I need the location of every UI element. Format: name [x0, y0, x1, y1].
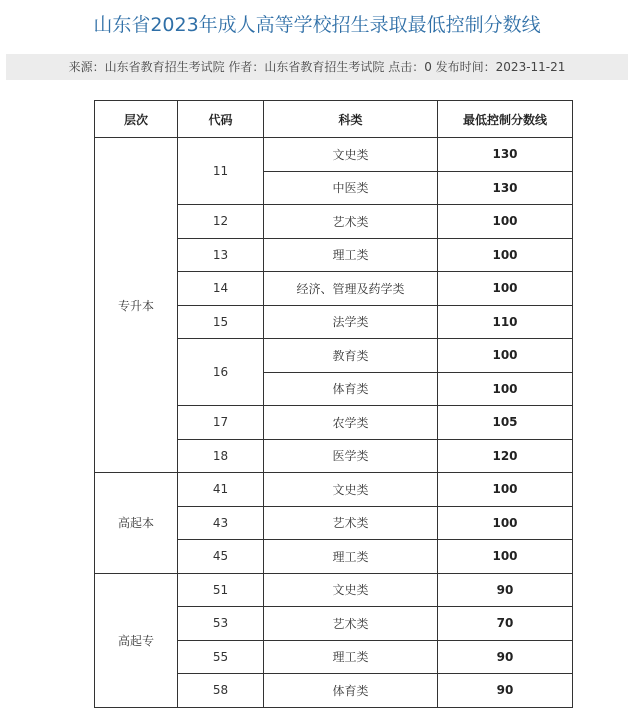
score-cell: 90 — [438, 674, 573, 708]
code-cell: 51 — [178, 573, 264, 607]
level-cell: 高起本 — [95, 473, 178, 574]
code-cell: 12 — [178, 205, 264, 239]
code-cell: 41 — [178, 473, 264, 507]
header-code: 代码 — [178, 101, 264, 138]
code-cell: 11 — [178, 138, 264, 205]
subject-cell: 体育类 — [264, 674, 438, 708]
score-cell: 100 — [438, 372, 573, 406]
subject-cell: 经济、管理及药学类 — [264, 272, 438, 306]
subject-cell: 体育类 — [264, 372, 438, 406]
score-cell: 70 — [438, 607, 573, 641]
code-cell: 53 — [178, 607, 264, 641]
subject-cell: 艺术类 — [264, 607, 438, 641]
subject-cell: 医学类 — [264, 439, 438, 473]
code-cell: 14 — [178, 272, 264, 306]
score-cell: 100 — [438, 473, 573, 507]
score-cell: 100 — [438, 272, 573, 306]
code-cell: 16 — [178, 339, 264, 406]
level-cell: 高起专 — [95, 573, 178, 707]
subject-cell: 艺术类 — [264, 506, 438, 540]
code-cell: 13 — [178, 238, 264, 272]
table-row — [95, 473, 573, 507]
score-table — [94, 100, 573, 708]
subject-cell: 法学类 — [264, 305, 438, 339]
subject-cell: 理工类 — [264, 238, 438, 272]
subject-cell: 文史类 — [264, 138, 438, 172]
score-cell: 100 — [438, 205, 573, 239]
code-cell: 18 — [178, 439, 264, 473]
header-score: 最低控制分数线 — [438, 101, 573, 138]
code-cell: 17 — [178, 406, 264, 440]
score-cell: 100 — [438, 238, 573, 272]
score-cell: 130 — [438, 138, 573, 172]
score-cell: 100 — [438, 339, 573, 373]
header-subject: 科类 — [264, 101, 438, 138]
code-cell: 15 — [178, 305, 264, 339]
score-cell: 100 — [438, 506, 573, 540]
score-cell: 110 — [438, 305, 573, 339]
subject-cell: 中医类 — [264, 171, 438, 205]
article-meta: 来源：山东省教育招生考试院 作者：山东省教育招生考试院 点击：0 发布时间：2023-11-21 — [6, 54, 628, 80]
subject-cell: 艺术类 — [264, 205, 438, 239]
subject-cell: 理工类 — [264, 640, 438, 674]
subject-cell: 教育类 — [264, 339, 438, 373]
score-cell: 90 — [438, 573, 573, 607]
score-cell: 90 — [438, 640, 573, 674]
subject-cell: 理工类 — [264, 540, 438, 574]
header-level: 层次 — [95, 101, 178, 138]
subject-cell: 农学类 — [264, 406, 438, 440]
score-cell: 120 — [438, 439, 573, 473]
subject-cell: 文史类 — [264, 473, 438, 507]
table-row — [95, 138, 573, 172]
code-cell: 43 — [178, 506, 264, 540]
level-cell: 专升本 — [95, 138, 178, 473]
table-header-row — [95, 101, 573, 138]
subject-cell: 文史类 — [264, 573, 438, 607]
score-cell: 130 — [438, 171, 573, 205]
code-cell: 45 — [178, 540, 264, 574]
code-cell: 55 — [178, 640, 264, 674]
code-cell: 58 — [178, 674, 264, 708]
score-cell: 105 — [438, 406, 573, 440]
page-title: 山东省2023年成人高等学校招生录取最低控制分数线 — [93, 14, 541, 36]
score-cell: 100 — [438, 540, 573, 574]
table-row — [95, 573, 573, 607]
